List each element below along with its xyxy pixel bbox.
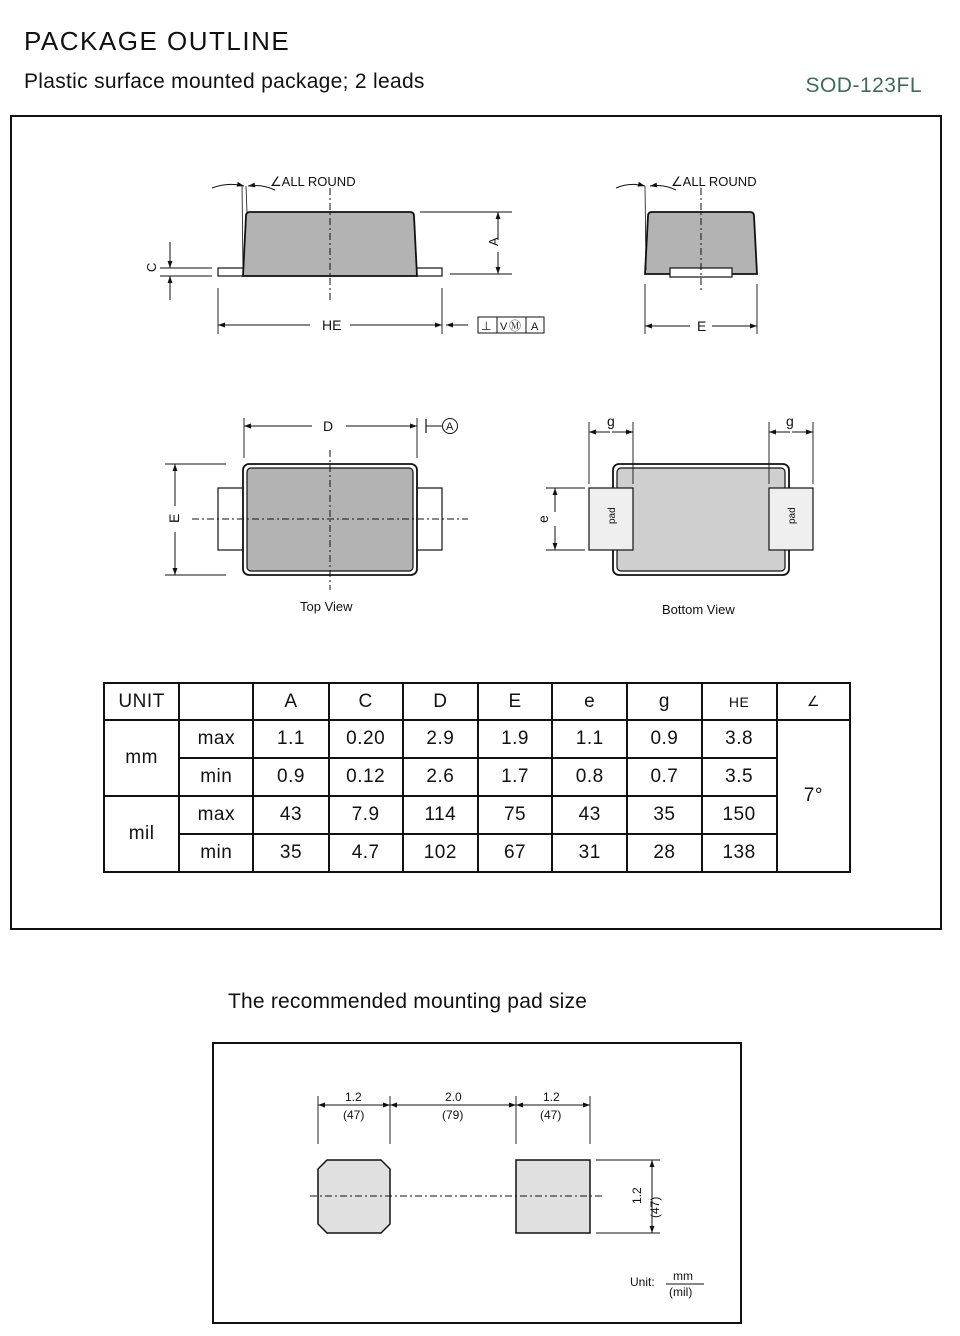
all-round-label-left: ∠ALL ROUND — [270, 174, 356, 189]
dim-a-label: A — [486, 237, 501, 246]
value-cell: 3.5 — [702, 758, 777, 796]
value-cell: 35 — [627, 796, 701, 834]
angle-cell: 7° — [777, 720, 850, 872]
value-cell: 43 — [552, 796, 627, 834]
value-cell: 7.9 — [329, 796, 403, 834]
value-cell: 1.9 — [478, 720, 552, 758]
header-limit — [179, 683, 253, 720]
value-cell: 0.8 — [552, 758, 627, 796]
dim-d-label: D — [323, 418, 334, 434]
side-view-end — [616, 174, 757, 334]
pad-right-label: pad — [787, 507, 798, 524]
limit-cell: max — [179, 720, 253, 758]
value-cell: 0.12 — [329, 758, 403, 796]
dim-c-label: C — [144, 262, 159, 272]
tolerance-datum: A — [531, 321, 539, 333]
header-c: C — [329, 683, 403, 720]
value-cell: 28 — [627, 834, 701, 872]
dim-g-right-label: g — [786, 413, 794, 429]
dimension-table — [103, 682, 851, 873]
value-cell: 43 — [253, 796, 328, 834]
header-e-pitch: e — [552, 683, 627, 720]
header-unit: UNIT — [104, 683, 179, 720]
header-d: D — [403, 683, 478, 720]
unit-denominator: (mil) — [669, 1285, 693, 1299]
value-cell: 102 — [403, 834, 478, 872]
unit-numerator: mm — [673, 1269, 693, 1283]
page-title: PACKAGE OUTLINE — [24, 26, 291, 56]
tolerance-symbol: ⊥ — [481, 319, 492, 333]
pad-left-label: pad — [607, 507, 618, 524]
value-cell: 0.7 — [627, 758, 701, 796]
value-cell: 75 — [478, 796, 552, 834]
dim-e-side-label: E — [697, 318, 707, 334]
all-round-label-right: ∠ALL ROUND — [671, 174, 757, 189]
mounting-pad-drawing — [214, 1044, 740, 1322]
value-cell: 31 — [552, 834, 627, 872]
value-cell: 2.6 — [403, 758, 478, 796]
dim-e-pitch-label: e — [535, 515, 551, 523]
dim-g-left-label: g — [607, 413, 615, 429]
value-cell: 35 — [253, 834, 328, 872]
table-row — [104, 834, 850, 872]
unit-cell: mil — [104, 796, 179, 872]
dim-he-label: HE — [322, 317, 342, 333]
bottom-view-label: Bottom View — [662, 602, 735, 617]
value-cell: 0.9 — [627, 720, 701, 758]
table-row — [104, 720, 850, 758]
value-cell: 67 — [478, 834, 552, 872]
value-cell: 150 — [702, 796, 777, 834]
top-view — [165, 418, 468, 614]
value-cell: 0.9 — [253, 758, 328, 796]
header-e: E — [478, 683, 552, 720]
top-view-label: Top View — [300, 599, 353, 614]
bottom-body — [617, 468, 785, 571]
value-cell: 138 — [702, 834, 777, 872]
limit-cell: min — [179, 834, 253, 872]
pad-height-mm: 1.2 — [630, 1187, 644, 1204]
limit-cell: min — [179, 758, 253, 796]
header-angle: ∠ — [777, 683, 850, 720]
pad-dim-2-mil: (79) — [442, 1108, 464, 1122]
table-header-row — [104, 683, 850, 720]
table-row — [104, 796, 850, 834]
value-cell: 0.20 — [329, 720, 403, 758]
value-cell: 4.7 — [329, 834, 403, 872]
bottom-view — [535, 413, 813, 617]
header-he: HE — [702, 683, 777, 720]
header-a: A — [253, 683, 328, 720]
pad-height-mil: (47) — [648, 1196, 662, 1218]
tolerance-m: Ⓜ — [509, 319, 522, 333]
package-code: SOD-123FL — [805, 74, 922, 97]
page-subtitle: Plastic surface mounted package; 2 leads — [24, 70, 425, 93]
value-cell: 114 — [403, 796, 478, 834]
header-g: g — [627, 683, 701, 720]
pad-dim-3-mil: (47) — [540, 1108, 562, 1122]
datum-a-label: A — [446, 421, 454, 433]
pad-dim-1-mm: 1.2 — [345, 1090, 362, 1104]
unit-label: Unit: — [630, 1275, 655, 1289]
unit-cell: mm — [104, 720, 179, 796]
limit-cell: max — [179, 796, 253, 834]
value-cell: 1.1 — [552, 720, 627, 758]
value-cell: 3.8 — [702, 720, 777, 758]
mounting-pad-title: The recommended mounting pad size — [228, 990, 588, 1013]
mounting-pad-box — [212, 1042, 742, 1324]
tolerance-v: V — [500, 321, 508, 333]
value-cell: 2.9 — [403, 720, 478, 758]
table-row — [104, 758, 850, 796]
dim-e-top-label: E — [166, 513, 182, 523]
value-cell: 1.7 — [478, 758, 552, 796]
pad-dim-3-mm: 1.2 — [543, 1090, 560, 1104]
pad-dim-1-mil: (47) — [343, 1108, 365, 1122]
value-cell: 1.1 — [253, 720, 328, 758]
pad-dim-2-mm: 2.0 — [445, 1090, 462, 1104]
side-view-front — [144, 174, 544, 334]
